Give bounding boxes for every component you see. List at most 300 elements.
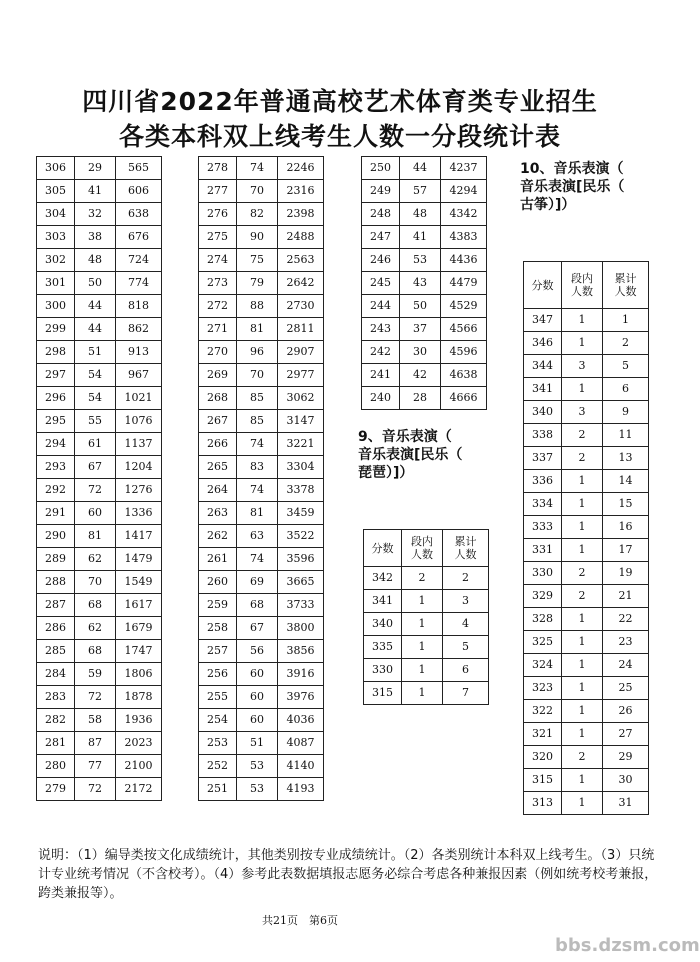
cumulative-count-cell: 2488 bbox=[278, 226, 324, 249]
table-row bbox=[37, 617, 162, 640]
segment-count-cell: 79 bbox=[237, 272, 278, 295]
section9-table bbox=[363, 529, 489, 705]
score-cell: 340 bbox=[364, 613, 402, 636]
table-row bbox=[199, 594, 324, 617]
segment-count-cell: 57 bbox=[400, 180, 441, 203]
table-row bbox=[362, 272, 487, 295]
section9-heading-line: 9、音乐表演（ bbox=[358, 429, 452, 445]
cumulative-count-cell: 4140 bbox=[278, 755, 324, 778]
table-row bbox=[37, 686, 162, 709]
segment-count-cell: 48 bbox=[400, 203, 441, 226]
score-cell: 301 bbox=[37, 272, 75, 295]
segment-count-cell: 1 bbox=[562, 493, 603, 516]
table-row bbox=[199, 709, 324, 732]
table-row bbox=[524, 332, 649, 355]
segment-count-cell: 42 bbox=[400, 364, 441, 387]
cumulative-count-cell: 4237 bbox=[441, 157, 487, 180]
segment-count-cell: 53 bbox=[237, 755, 278, 778]
score-cell: 323 bbox=[524, 677, 562, 700]
table-row bbox=[37, 410, 162, 433]
cumulative-count-cell: 2316 bbox=[278, 180, 324, 203]
cumulative-count-cell: 3459 bbox=[278, 502, 324, 525]
table-row bbox=[37, 364, 162, 387]
cumulative-count-cell: 25 bbox=[603, 677, 649, 700]
cumulative-count-cell: 4342 bbox=[441, 203, 487, 226]
table-row bbox=[199, 433, 324, 456]
table-row bbox=[37, 525, 162, 548]
segment-count-cell: 58 bbox=[75, 709, 116, 732]
table-row bbox=[37, 226, 162, 249]
cumulative-count-cell: 3856 bbox=[278, 640, 324, 663]
table-row bbox=[364, 682, 489, 705]
cumulative-count-cell: 1747 bbox=[116, 640, 162, 663]
segment-count-cell: 85 bbox=[237, 410, 278, 433]
cumulative-count-cell: 1479 bbox=[116, 548, 162, 571]
cumulative-count-cell: 4087 bbox=[278, 732, 324, 755]
table-row bbox=[37, 594, 162, 617]
table-row bbox=[524, 539, 649, 562]
score-cell: 252 bbox=[199, 755, 237, 778]
segment-count-cell: 1 bbox=[402, 636, 443, 659]
table-row bbox=[524, 447, 649, 470]
segment-count-cell: 44 bbox=[75, 318, 116, 341]
segment-count-cell: 2 bbox=[562, 585, 603, 608]
score-cell: 336 bbox=[524, 470, 562, 493]
table-row bbox=[524, 723, 649, 746]
segment-count-cell: 2 bbox=[562, 424, 603, 447]
segment-count-cell: 1 bbox=[562, 608, 603, 631]
segment-count-cell: 72 bbox=[75, 479, 116, 502]
table-row bbox=[364, 636, 489, 659]
score-cell: 281 bbox=[37, 732, 75, 755]
score-cell: 315 bbox=[364, 682, 402, 705]
cumulative-count-cell: 4 bbox=[443, 613, 489, 636]
score-cell: 330 bbox=[364, 659, 402, 682]
score-cell: 325 bbox=[524, 631, 562, 654]
cumulative-count-cell: 2172 bbox=[116, 778, 162, 801]
table-row bbox=[37, 663, 162, 686]
segment-count-cell: 1 bbox=[562, 700, 603, 723]
section9-heading-line: 音乐表演[民乐（ bbox=[358, 447, 463, 463]
cumulative-count-cell: 26 bbox=[603, 700, 649, 723]
segment-count-cell: 62 bbox=[75, 617, 116, 640]
cumulative-count-cell: 3378 bbox=[278, 479, 324, 502]
score-cell: 276 bbox=[199, 203, 237, 226]
score-cell: 256 bbox=[199, 663, 237, 686]
table-row bbox=[199, 180, 324, 203]
score-cell: 253 bbox=[199, 732, 237, 755]
table-row bbox=[199, 686, 324, 709]
score-cell: 304 bbox=[37, 203, 75, 226]
table-row bbox=[37, 640, 162, 663]
segment-count-cell: 41 bbox=[400, 226, 441, 249]
score-cell: 279 bbox=[37, 778, 75, 801]
segment-count-cell: 1 bbox=[562, 723, 603, 746]
segment-count-cell: 41 bbox=[75, 180, 116, 203]
cumulative-count-cell: 565 bbox=[116, 157, 162, 180]
score-cell: 244 bbox=[362, 295, 400, 318]
cumulative-count-cell: 1 bbox=[603, 309, 649, 332]
table-row bbox=[37, 249, 162, 272]
segment-count-cell: 54 bbox=[75, 364, 116, 387]
table-row bbox=[199, 732, 324, 755]
score-cell: 289 bbox=[37, 548, 75, 571]
score-cell: 290 bbox=[37, 525, 75, 548]
header-segment-text: 段内人数 bbox=[411, 535, 433, 561]
segment-count-cell: 50 bbox=[75, 272, 116, 295]
cumulative-count-cell: 1417 bbox=[116, 525, 162, 548]
score-cell: 315 bbox=[524, 769, 562, 792]
cumulative-count-cell: 5 bbox=[443, 636, 489, 659]
cumulative-count-cell: 3733 bbox=[278, 594, 324, 617]
table-row bbox=[199, 249, 324, 272]
segment-count-cell: 30 bbox=[400, 341, 441, 364]
cumulative-count-cell: 1021 bbox=[116, 387, 162, 410]
score-cell: 266 bbox=[199, 433, 237, 456]
segment-count-cell: 1 bbox=[402, 659, 443, 682]
segment-count-cell: 68 bbox=[75, 640, 116, 663]
table-row bbox=[524, 792, 649, 815]
table-row bbox=[524, 516, 649, 539]
cumulative-count-cell: 22 bbox=[603, 608, 649, 631]
score-cell: 328 bbox=[524, 608, 562, 631]
cumulative-count-cell: 2246 bbox=[278, 157, 324, 180]
cumulative-count-cell: 21 bbox=[603, 585, 649, 608]
cumulative-count-cell: 3665 bbox=[278, 571, 324, 594]
table-row bbox=[362, 295, 487, 318]
header-score: 分数 bbox=[524, 262, 562, 309]
segment-count-cell: 29 bbox=[75, 157, 116, 180]
table-row bbox=[199, 525, 324, 548]
table-row bbox=[37, 479, 162, 502]
cumulative-count-cell: 3221 bbox=[278, 433, 324, 456]
score-cell: 347 bbox=[524, 309, 562, 332]
segment-count-cell: 81 bbox=[237, 318, 278, 341]
table-row bbox=[37, 571, 162, 594]
cumulative-count-cell: 724 bbox=[116, 249, 162, 272]
table-row bbox=[524, 424, 649, 447]
table-row bbox=[199, 571, 324, 594]
section10-heading-line: 音乐表演[民乐（ bbox=[520, 179, 625, 195]
segment-count-cell: 1 bbox=[562, 792, 603, 815]
page-number: 共21页 第6页 bbox=[262, 914, 338, 927]
score-cell: 341 bbox=[364, 590, 402, 613]
score-cell: 255 bbox=[199, 686, 237, 709]
score-table-col1 bbox=[36, 156, 162, 801]
segment-count-cell: 75 bbox=[237, 249, 278, 272]
cumulative-count-cell: 24 bbox=[603, 654, 649, 677]
cumulative-count-cell: 638 bbox=[116, 203, 162, 226]
score-cell: 249 bbox=[362, 180, 400, 203]
score-cell: 272 bbox=[199, 295, 237, 318]
score-cell: 344 bbox=[524, 355, 562, 378]
score-cell: 298 bbox=[37, 341, 75, 364]
score-cell: 247 bbox=[362, 226, 400, 249]
segment-count-cell: 60 bbox=[75, 502, 116, 525]
segment-count-cell: 67 bbox=[237, 617, 278, 640]
table-row bbox=[364, 659, 489, 682]
score-cell: 275 bbox=[199, 226, 237, 249]
cumulative-count-cell: 30 bbox=[603, 769, 649, 792]
table-row bbox=[524, 562, 649, 585]
segment-count-cell: 28 bbox=[400, 387, 441, 410]
table-row bbox=[37, 755, 162, 778]
table-row bbox=[362, 387, 487, 410]
score-cell: 320 bbox=[524, 746, 562, 769]
notes: 说明：（1）编导类按文化成绩统计，其他类别按专业成绩统计。（2）各类别统计本科双上线考生。（3）只统计专业统考情况（不含校考）。（4）参考此表数据填报志愿务必综合考虑各种兼报因素（例如统考校考兼报，跨类兼报等）。 bbox=[38, 848, 658, 901]
table-row bbox=[199, 548, 324, 571]
segment-count-cell: 74 bbox=[237, 157, 278, 180]
score-cell: 346 bbox=[524, 332, 562, 355]
score-cell: 263 bbox=[199, 502, 237, 525]
score-cell: 333 bbox=[524, 516, 562, 539]
score-cell: 306 bbox=[37, 157, 75, 180]
table-row bbox=[362, 341, 487, 364]
cumulative-count-cell: 3596 bbox=[278, 548, 324, 571]
segment-count-cell: 60 bbox=[237, 709, 278, 732]
cumulative-count-cell: 4436 bbox=[441, 249, 487, 272]
score-cell: 313 bbox=[524, 792, 562, 815]
segment-count-cell: 55 bbox=[75, 410, 116, 433]
table-row bbox=[364, 590, 489, 613]
section10-table bbox=[523, 261, 649, 815]
score-cell: 330 bbox=[524, 562, 562, 585]
section10-heading-line: 古筝）]） bbox=[520, 197, 576, 213]
score-cell: 331 bbox=[524, 539, 562, 562]
segment-count-cell: 53 bbox=[237, 778, 278, 801]
segment-count-cell: 1 bbox=[562, 677, 603, 700]
cumulative-count-cell: 967 bbox=[116, 364, 162, 387]
table-row bbox=[37, 295, 162, 318]
cumulative-count-cell: 1617 bbox=[116, 594, 162, 617]
segment-count-cell: 70 bbox=[237, 364, 278, 387]
table-row bbox=[524, 470, 649, 493]
segment-count-cell: 43 bbox=[400, 272, 441, 295]
cumulative-count-cell: 11 bbox=[603, 424, 649, 447]
segment-count-cell: 1 bbox=[562, 654, 603, 677]
cumulative-count-cell: 4294 bbox=[441, 180, 487, 203]
segment-count-cell: 74 bbox=[237, 479, 278, 502]
segment-count-cell: 88 bbox=[237, 295, 278, 318]
score-table-col3 bbox=[361, 156, 487, 410]
table-row bbox=[199, 272, 324, 295]
cumulative-count-cell: 31 bbox=[603, 792, 649, 815]
cumulative-count-cell: 13 bbox=[603, 447, 649, 470]
score-cell: 267 bbox=[199, 410, 237, 433]
table-row bbox=[37, 778, 162, 801]
segment-count-cell: 32 bbox=[75, 203, 116, 226]
table-row bbox=[199, 479, 324, 502]
score-cell: 243 bbox=[362, 318, 400, 341]
cumulative-count-cell: 676 bbox=[116, 226, 162, 249]
cumulative-count-cell: 3800 bbox=[278, 617, 324, 640]
table-row bbox=[524, 746, 649, 769]
score-cell: 295 bbox=[37, 410, 75, 433]
segment-count-cell: 2 bbox=[562, 562, 603, 585]
segment-count-cell: 1 bbox=[402, 682, 443, 705]
score-cell: 288 bbox=[37, 571, 75, 594]
header-segment bbox=[562, 262, 603, 309]
table-row bbox=[199, 410, 324, 433]
cumulative-count-cell: 2730 bbox=[278, 295, 324, 318]
segment-count-cell: 3 bbox=[562, 355, 603, 378]
section9-heading bbox=[358, 428, 462, 482]
cumulative-count-cell: 1549 bbox=[116, 571, 162, 594]
table-row bbox=[524, 654, 649, 677]
cumulative-count-cell: 3304 bbox=[278, 456, 324, 479]
cumulative-count-cell: 862 bbox=[116, 318, 162, 341]
score-cell: 269 bbox=[199, 364, 237, 387]
segment-count-cell: 68 bbox=[75, 594, 116, 617]
segment-count-cell: 53 bbox=[400, 249, 441, 272]
score-cell: 271 bbox=[199, 318, 237, 341]
segment-count-cell: 3 bbox=[562, 401, 603, 424]
table-row bbox=[524, 700, 649, 723]
table-row bbox=[37, 456, 162, 479]
table-row bbox=[362, 180, 487, 203]
cumulative-count-cell: 9 bbox=[603, 401, 649, 424]
table-row bbox=[37, 709, 162, 732]
segment-count-cell: 90 bbox=[237, 226, 278, 249]
score-cell: 341 bbox=[524, 378, 562, 401]
cumulative-count-cell: 1276 bbox=[116, 479, 162, 502]
table-row bbox=[37, 341, 162, 364]
segment-count-cell: 83 bbox=[237, 456, 278, 479]
score-cell: 324 bbox=[524, 654, 562, 677]
page-title-line2: 各类本科双上线考生人数一分段统计表 bbox=[118, 122, 561, 151]
score-cell: 241 bbox=[362, 364, 400, 387]
table-row bbox=[524, 585, 649, 608]
table-row bbox=[37, 502, 162, 525]
segment-count-cell: 1 bbox=[562, 378, 603, 401]
score-cell: 293 bbox=[37, 456, 75, 479]
cumulative-count-cell: 1076 bbox=[116, 410, 162, 433]
segment-count-cell: 44 bbox=[75, 295, 116, 318]
segment-count-cell: 1 bbox=[562, 332, 603, 355]
table-row bbox=[199, 755, 324, 778]
cumulative-count-cell: 2811 bbox=[278, 318, 324, 341]
table-row bbox=[364, 567, 489, 590]
segment-count-cell: 63 bbox=[237, 525, 278, 548]
header-cumulative-text: 累计人数 bbox=[614, 272, 637, 298]
table-row bbox=[199, 295, 324, 318]
score-cell: 280 bbox=[37, 755, 75, 778]
cumulative-count-cell: 2907 bbox=[278, 341, 324, 364]
segment-count-cell: 74 bbox=[237, 433, 278, 456]
cumulative-count-cell: 4529 bbox=[441, 295, 487, 318]
score-cell: 284 bbox=[37, 663, 75, 686]
segment-count-cell: 44 bbox=[400, 157, 441, 180]
score-cell: 291 bbox=[37, 502, 75, 525]
cumulative-count-cell: 2 bbox=[603, 332, 649, 355]
segment-count-cell: 1 bbox=[562, 470, 603, 493]
score-cell: 283 bbox=[37, 686, 75, 709]
segment-count-cell: 51 bbox=[237, 732, 278, 755]
score-cell: 261 bbox=[199, 548, 237, 571]
table-row bbox=[37, 433, 162, 456]
cumulative-count-cell: 3062 bbox=[278, 387, 324, 410]
header-cumulative-text: 累计人数 bbox=[454, 535, 477, 561]
cumulative-count-cell: 4479 bbox=[441, 272, 487, 295]
score-cell: 337 bbox=[524, 447, 562, 470]
table-row bbox=[524, 631, 649, 654]
table-row bbox=[524, 355, 649, 378]
segment-count-cell: 2 bbox=[562, 746, 603, 769]
cumulative-count-cell: 3522 bbox=[278, 525, 324, 548]
table-row bbox=[37, 387, 162, 410]
cumulative-count-cell: 4566 bbox=[441, 318, 487, 341]
score-cell: 277 bbox=[199, 180, 237, 203]
header-score: 分数 bbox=[364, 530, 402, 567]
cumulative-count-cell: 23 bbox=[603, 631, 649, 654]
table-row bbox=[199, 663, 324, 686]
section9-heading-line: 琵琶）]） bbox=[358, 465, 414, 481]
score-cell: 282 bbox=[37, 709, 75, 732]
cumulative-count-cell: 6 bbox=[443, 659, 489, 682]
cumulative-count-cell: 2642 bbox=[278, 272, 324, 295]
segment-count-cell: 74 bbox=[237, 548, 278, 571]
table-row bbox=[362, 318, 487, 341]
table-row bbox=[37, 272, 162, 295]
header-segment bbox=[402, 530, 443, 567]
cumulative-count-cell: 15 bbox=[603, 493, 649, 516]
segment-count-cell: 1 bbox=[562, 769, 603, 792]
table-row bbox=[199, 157, 324, 180]
score-cell: 251 bbox=[199, 778, 237, 801]
header-cumulative bbox=[603, 262, 649, 309]
table-row bbox=[362, 364, 487, 387]
cumulative-count-cell: 606 bbox=[116, 180, 162, 203]
table-row bbox=[37, 203, 162, 226]
cumulative-count-cell: 27 bbox=[603, 723, 649, 746]
cumulative-count-cell: 3976 bbox=[278, 686, 324, 709]
table-row bbox=[199, 387, 324, 410]
cumulative-count-cell: 3916 bbox=[278, 663, 324, 686]
cumulative-count-cell: 17 bbox=[603, 539, 649, 562]
score-cell: 303 bbox=[37, 226, 75, 249]
cumulative-count-cell: 4193 bbox=[278, 778, 324, 801]
cumulative-count-cell: 1878 bbox=[116, 686, 162, 709]
score-cell: 264 bbox=[199, 479, 237, 502]
cumulative-count-cell: 3147 bbox=[278, 410, 324, 433]
segment-count-cell: 68 bbox=[237, 594, 278, 617]
segment-count-cell: 62 bbox=[75, 548, 116, 571]
score-cell: 246 bbox=[362, 249, 400, 272]
score-cell: 260 bbox=[199, 571, 237, 594]
cumulative-count-cell: 1336 bbox=[116, 502, 162, 525]
cumulative-count-cell: 4638 bbox=[441, 364, 487, 387]
score-cell: 340 bbox=[524, 401, 562, 424]
cumulative-count-cell: 2977 bbox=[278, 364, 324, 387]
header-segment-text: 段内人数 bbox=[571, 272, 593, 298]
score-cell: 299 bbox=[37, 318, 75, 341]
table-row bbox=[524, 677, 649, 700]
table-row bbox=[362, 249, 487, 272]
score-cell: 268 bbox=[199, 387, 237, 410]
segment-count-cell: 56 bbox=[237, 640, 278, 663]
score-cell: 265 bbox=[199, 456, 237, 479]
segment-count-cell: 2 bbox=[402, 567, 443, 590]
segment-count-cell: 37 bbox=[400, 318, 441, 341]
cumulative-count-cell: 29 bbox=[603, 746, 649, 769]
segment-count-cell: 70 bbox=[75, 571, 116, 594]
cumulative-count-cell: 2100 bbox=[116, 755, 162, 778]
segment-count-cell: 82 bbox=[237, 203, 278, 226]
score-cell: 250 bbox=[362, 157, 400, 180]
table-row bbox=[362, 157, 487, 180]
table-row bbox=[524, 493, 649, 516]
header-cumulative bbox=[443, 530, 489, 567]
